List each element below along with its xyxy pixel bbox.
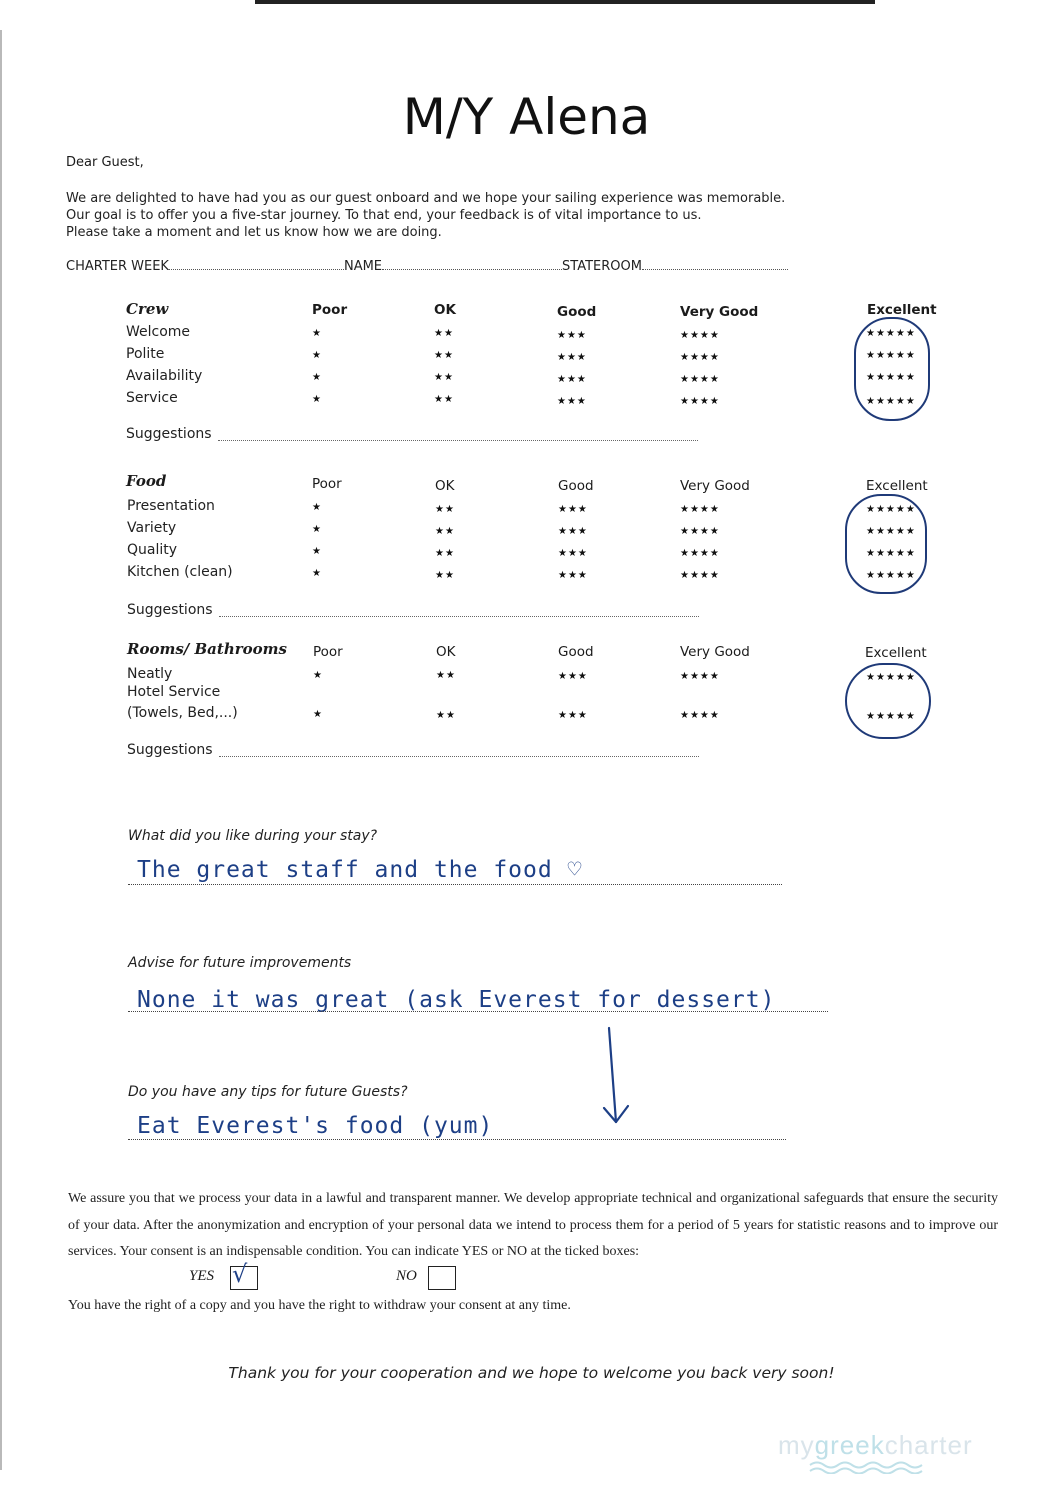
rating-header-ok: OK: [435, 478, 455, 494]
star-rating-option[interactable]: ★★: [435, 548, 455, 559]
rating-header-excellent: Excellent: [867, 302, 937, 318]
food-item-variety: Variety: [127, 520, 177, 536]
consent-no-checkbox[interactable]: [428, 1266, 456, 1290]
crew-suggestions-label: Suggestions: [126, 426, 212, 442]
star-rating-option[interactable]: ★★★★: [680, 548, 720, 559]
intro-line: We are delighted to have had you as our guest onboard and we hope your sailing experience was memorable.: [66, 191, 786, 206]
star-rating-option[interactable]: ★: [313, 670, 323, 681]
star-rating-option[interactable]: ★★★: [558, 526, 588, 537]
watermark-text: greek: [814, 1430, 885, 1460]
rating-header-poor: Poor: [313, 644, 343, 660]
star-rating-option[interactable]: ★★★★★: [866, 328, 916, 339]
answer-tips-line: [128, 1139, 786, 1140]
star-rating-option[interactable]: ★: [312, 524, 322, 535]
consent-rights-text: You have the right of a copy and you have the right to withdraw your consent at any time.: [68, 1298, 571, 1313]
waves-icon: [808, 1460, 926, 1474]
scan-left-edge: [0, 30, 2, 1470]
star-rating-option[interactable]: ★★★: [558, 548, 588, 559]
rating-header-good: Good: [557, 304, 597, 320]
star-rating-option[interactable]: ★★★★★: [866, 672, 916, 683]
watermark-logo: [778, 1430, 973, 1461]
rooms-suggestions-label: Suggestions: [127, 742, 213, 758]
excellent-selection-circle: [845, 663, 931, 739]
rating-header-very-good: Very Good: [680, 304, 759, 320]
star-rating-option[interactable]: ★: [312, 394, 322, 405]
star-rating-option[interactable]: ★★★: [558, 570, 588, 581]
rating-header-good: Good: [558, 478, 594, 494]
rooms-suggestions-field[interactable]: [219, 756, 699, 757]
rating-header-excellent: Excellent: [865, 645, 927, 661]
food-title: Food: [126, 472, 167, 490]
star-rating-option[interactable]: ★★★★★: [866, 548, 916, 559]
rating-header-very-good: Very Good: [680, 478, 750, 494]
question-improve-label: Advise for future improvements: [128, 955, 352, 971]
star-rating-option[interactable]: ★★: [435, 526, 455, 537]
crew-item-polite: Polite: [126, 346, 165, 362]
rooms-item-towels-bed: (Towels, Bed,...): [127, 705, 238, 721]
star-rating-option[interactable]: ★: [313, 709, 323, 720]
intro-paragraph: [66, 190, 785, 241]
rooms-item-neatly: Neatly: [127, 666, 173, 682]
star-rating-option[interactable]: ★: [312, 546, 322, 557]
answer-improve-line: [128, 1011, 828, 1012]
rating-header-poor: Poor: [312, 302, 348, 318]
food-item-presentation: Presentation: [127, 498, 215, 514]
star-rating-option[interactable]: ★: [312, 502, 322, 513]
charter-week-label: CHARTER WEEK: [66, 259, 169, 274]
crew-title: Crew: [126, 300, 169, 318]
star-rating-option[interactable]: ★: [312, 372, 322, 383]
consent-no-label: NO: [396, 1268, 417, 1284]
star-rating-option[interactable]: ★★★★★: [866, 570, 916, 581]
rating-header-very-good: Very Good: [680, 644, 750, 660]
star-rating-option[interactable]: ★★★: [557, 352, 587, 363]
food-item-kitchen: Kitchen (clean): [127, 564, 233, 580]
stateroom-label: STATEROOM: [562, 259, 642, 274]
crew-item-welcome: Welcome: [126, 324, 191, 340]
star-rating-option[interactable]: ★★★★: [680, 396, 720, 407]
star-rating-option[interactable]: ★★★★★: [866, 396, 916, 407]
rooms-item-hotel-service: Hotel Service: [127, 684, 221, 700]
star-rating-option[interactable]: ★★★: [558, 504, 588, 515]
star-rating-option[interactable]: ★★★★: [680, 671, 720, 682]
crew-item-service: Service: [126, 390, 178, 406]
scan-top-edge: [255, 0, 875, 4]
food-suggestions-label: Suggestions: [127, 602, 213, 618]
star-rating-option[interactable]: ★★: [434, 372, 454, 383]
rating-header-excellent: Excellent: [866, 478, 928, 494]
answer-tips[interactable]: Eat Everest's food (yum): [137, 1113, 494, 1139]
food-suggestions-field[interactable]: [219, 616, 699, 617]
star-rating-option[interactable]: ★★: [434, 394, 454, 405]
star-rating-option[interactable]: ★★★★★: [866, 350, 916, 361]
answer-liked-line: [128, 884, 782, 885]
intro-line: Please take a moment and let us know how we are doing.: [66, 225, 442, 240]
question-tips-label: Do you have any tips for future Guests?: [128, 1084, 408, 1100]
star-rating-option[interactable]: ★: [312, 350, 322, 361]
food-item-quality: Quality: [127, 542, 178, 558]
rating-header-ok: OK: [436, 644, 456, 660]
star-rating-option[interactable]: ★★★★: [680, 570, 720, 581]
charter-week-field[interactable]: [169, 258, 344, 270]
stateroom-field[interactable]: [642, 258, 788, 270]
star-rating-option[interactable]: ★★★★: [680, 352, 720, 363]
name-field[interactable]: [382, 258, 562, 270]
star-rating-option[interactable]: ★★★★: [680, 330, 720, 341]
thank-you-note: Thank you for your cooperation and we hope to welcome you back very soon!: [228, 1364, 835, 1382]
star-rating-option[interactable]: ★★: [435, 570, 455, 581]
star-rating-option[interactable]: ★★: [435, 504, 455, 515]
crew-item-availability: Availability: [126, 368, 203, 384]
arrow-down-icon: [596, 1024, 636, 1128]
watermark-text: my: [778, 1430, 815, 1460]
star-rating-option[interactable]: ★★★: [558, 710, 588, 721]
name-label: NAME: [343, 259, 383, 274]
answer-improve[interactable]: None it was great (ask Everest for dessert): [137, 987, 776, 1013]
star-rating-option[interactable]: ★★: [436, 670, 456, 681]
star-rating-option[interactable]: ★★★★: [680, 504, 720, 515]
answer-liked[interactable]: The great staff and the food ♡: [137, 857, 583, 883]
excellent-selection-circle: [845, 494, 927, 594]
rooms-title: Rooms/ Bathrooms: [127, 640, 287, 658]
star-rating-option[interactable]: ★★: [434, 350, 454, 361]
intro-line: Our goal is to offer you a five-star journey. To that end, your feedback is of vital importance to us.: [66, 208, 702, 223]
star-rating-option[interactable]: ★★★★★: [866, 711, 916, 722]
star-rating-option[interactable]: ★★★: [557, 330, 587, 341]
star-rating-option[interactable]: ★★: [434, 328, 454, 339]
star-rating-option[interactable]: ★★★★★: [866, 372, 916, 383]
star-rating-option[interactable]: ★★★★★: [866, 504, 916, 515]
check-mark-icon: √: [232, 1260, 248, 1288]
star-rating-option[interactable]: ★★★★: [680, 526, 720, 537]
star-rating-option[interactable]: ★: [312, 568, 322, 579]
star-rating-option[interactable]: ★★★: [558, 671, 588, 682]
star-rating-option[interactable]: ★★★: [557, 396, 587, 407]
watermark-text: charter: [884, 1430, 973, 1460]
star-rating-option[interactable]: ★★★★★: [866, 526, 916, 537]
guest-info-fields: [66, 258, 788, 274]
page-title: M/Y Alena: [402, 88, 651, 146]
question-liked-label: What did you like during your stay?: [128, 828, 378, 844]
star-rating-option[interactable]: ★★★★: [680, 374, 720, 385]
consent-text: We assure you that we process your data in a lawful and transparent manner. We develop appropriate technical and organizational safeguards that ensure the security of your data. After the anonymization and encryption of your personal data we intend to process them for a period of 5 years for statistic reasons and to improve our services. Your consent is an indispensable condition. You can indicate YES or NO at the ticked boxes:: [68, 1191, 998, 1259]
crew-suggestions-field[interactable]: [218, 440, 698, 441]
rating-header-poor: Poor: [312, 476, 342, 492]
star-rating-option[interactable]: ★★: [436, 710, 456, 721]
excellent-selection-circle: [854, 317, 930, 421]
star-rating-option[interactable]: ★: [312, 328, 322, 339]
star-rating-option[interactable]: ★★★★: [680, 710, 720, 721]
greeting: Dear Guest,: [66, 155, 144, 170]
star-rating-option[interactable]: ★★★: [557, 374, 587, 385]
consent-yes-label: YES: [189, 1268, 215, 1284]
rating-header-good: Good: [558, 644, 594, 660]
rating-header-ok: OK: [434, 302, 456, 318]
